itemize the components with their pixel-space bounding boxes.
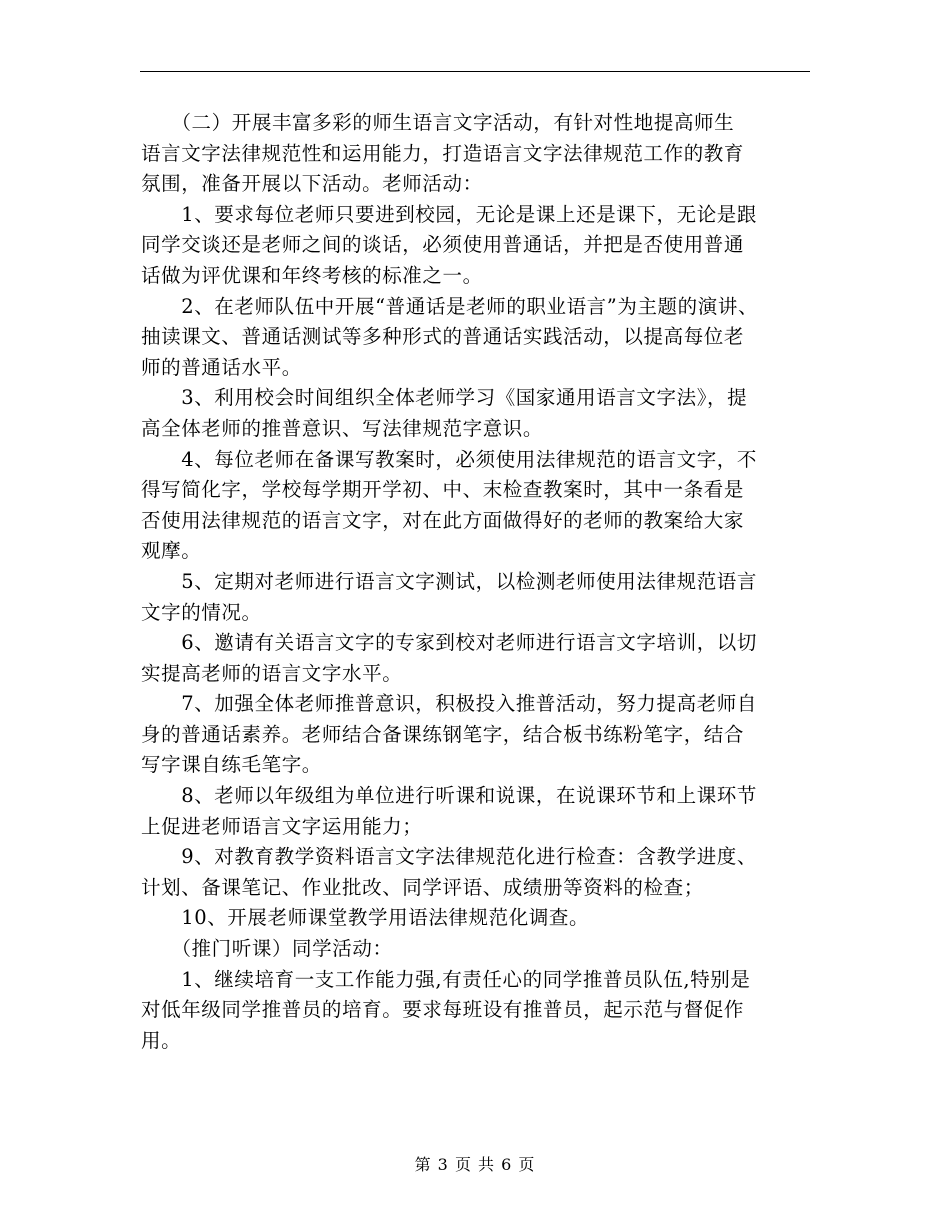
text-line: 同学交谈还是老师之间的谈话，必须使用普通话，并把是否使用普通: [141, 233, 745, 257]
page-number-footer: 第 3 页 共 6 页: [414, 1155, 536, 1174]
text-line: 9、对教育教学资料语言文字法律规范化进行检查：含教学进度、: [141, 845, 758, 869]
text-line: （二）开展丰富多彩的师生语言文字活动，有针对性地提高师生: [141, 111, 735, 134]
text-line: 3、利用校会时间组织全体老师学习《国家通用语言文字法》，提: [141, 386, 748, 410]
text-line: 否使用法律规范的语言文字，对在此方面做得好的老师的教案给大家: [141, 508, 745, 532]
text-line: 对低年级同学推普员的培育。要求每班设有推普员，起示范与督促作: [141, 998, 745, 1022]
document-body: [141, 108, 811, 1056]
header-rule: [140, 71, 810, 72]
text-line: （推门听课）同学活动：: [141, 937, 393, 961]
text-line: 6、邀请有关语言文字的专家到校对老师进行语言文字培训，以切: [141, 631, 758, 655]
text-line: 写字课自练毛笔字。: [141, 753, 322, 777]
text-line: 观摩。: [141, 539, 202, 563]
text-line: 抽读课文、普通话测试等多种形式的普通话实践活动，以提高每位老: [141, 325, 745, 349]
text-line: 8、老师以年级组为单位进行听课和说课，在说课环节和上课环节: [141, 784, 758, 808]
text-line: 文字的情况。: [141, 600, 262, 624]
text-line: 话做为评优课和年终考核的标准之一。: [141, 263, 483, 287]
text-line: 1、要求每位老师只要进到校园，无论是课上还是课下，无论是跟: [141, 202, 758, 226]
text-line: 身的普通话素养。老师结合备课练钢笔字，结合板书练粉笔字，结合: [141, 722, 745, 746]
text-line: 7、加强全体老师推普意识，积极投入推普活动，努力提高老师自: [141, 692, 758, 716]
text-line: 氛围，准备开展以下活动。老师活动：: [141, 172, 483, 196]
text-line: 师的普通话水平。: [141, 355, 302, 379]
text-line: 实提高老师的语言文字水平。: [141, 661, 403, 685]
text-line: 4、每位老师在备课写教案时，必须使用法律规范的语言文字，不: [141, 447, 758, 471]
text-line: 得写简化字，学校每学期开学初、中、末检查教案时，其中一条看是: [141, 478, 745, 502]
text-line: 2、在老师队伍中开展“普通话是老师的职业语言”为主题的演讲、: [141, 294, 759, 318]
text-line: 上促进老师语言文字运用能力；: [141, 814, 423, 838]
text-line: 计划、备课笔记、作业批改、同学评语、成绩册等资料的检查；: [141, 875, 704, 899]
text-line: 语言文字法律规范性和运用能力，打造语言文字法律规范工作的教育: [141, 141, 745, 165]
text-line: 5、定期对老师进行语言文字测试，以检测老师使用法律规范语言: [141, 569, 758, 593]
text-line: 1、继续培育一支工作能力强,有责任心的同学推普员队伍,特别是: [141, 967, 751, 991]
text-line: 高全体老师的推普意识、写法律规范字意识。: [141, 416, 544, 440]
text-line: 10、开展老师课堂教学用语法律规范化调查。: [141, 906, 590, 930]
text-line: 用。: [141, 1028, 182, 1052]
